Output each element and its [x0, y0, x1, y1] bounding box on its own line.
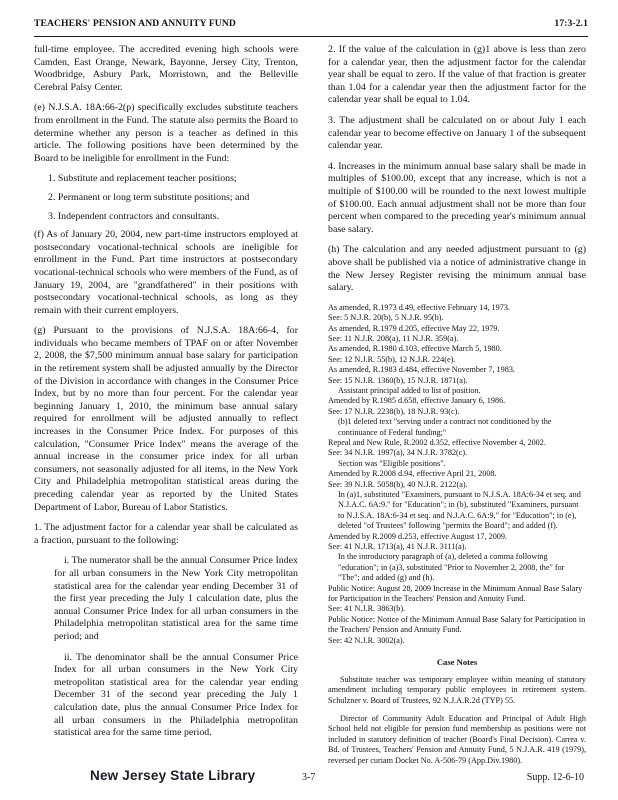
paragraph-g4: 4. Increases in the minimum annual base salary shall be made in multiples of $100.00, except that any increase, which is not a multiple of $100.00 will be rounded to the next lowest multiple of $100.00. Each annual adjustment shall not be more than four percent when compared to the preceding year's minimum annual base salary.	[328, 160, 586, 235]
history-note: Amended by R.2009 d.253, effective August 17, 2009.	[328, 531, 508, 541]
subparagraph-ii: ii. The denominator shall be the annual Consumer Price Index for all urban consumers in the New York City metropolitan statistical area for the calendar year ending December 31 of the second year preceding the July 1 calculation date, plus the annual Consumer Price Index for all urban consumers in the Philadelphia metropolitan statistical area for the same time period.	[54, 651, 298, 739]
header-title: TEACHERS' PENSION AND ANNUITY FUND	[34, 18, 236, 29]
right-column	[328, 44, 586, 774]
left-column	[34, 44, 298, 748]
history-note: Amended by R.1985 d.658, effective January 6, 1986.	[328, 396, 506, 406]
history-note: Assistant principal added to list of position.	[338, 385, 481, 395]
supplement-date: Supp. 12-6-10	[526, 772, 584, 783]
list-item-2: 2. Permanent or long term substitute positions; and	[48, 191, 250, 203]
case-note: Substitute teacher was temporary employee within meaning of statutory amendment including temporary public employees in retirement system. Schulzner v. Board of Trustees, 92 N.J.A.R.2d (TYP) 55.	[328, 674, 586, 705]
history-note: See: 11 N.J.R. 208(a), 11 N.J.R. 359(a).	[328, 333, 459, 343]
history-note: See: 42 N.J.R. 3002(a).	[328, 635, 405, 645]
case-notes-heading: Case Notes	[436, 657, 478, 668]
list-item-1: 1. Substitute and replacement teacher positions;	[48, 173, 237, 185]
history-note: As amended, R.1979 d.205, effective May 22, 1979.	[328, 323, 500, 333]
subparagraph-i: i. The numerator shall be the annual Consumer Price Index for all urban consumers in the New York City metropolitan statistical area for the calendar year ending December 31 of the first year preceding the July 1 calculation date, plus the annual Consumer Price Index for all urban consumers in the Philadelphia metropolitan statistical area for the same time period; and	[54, 555, 298, 642]
history-note: See: 5 N.J.R. 20(b), 5 N.J.R. 95(b).	[328, 313, 444, 323]
history-note: As amended, R.1980 d.103, effective March 5, 1980.	[328, 344, 502, 354]
list-item-3: 3. Independent contractors and consultants.	[48, 210, 220, 222]
history-notes	[328, 303, 586, 646]
history-note: In the introductory paragraph of (a), deleted a comma following "education"; in (a)3, substituted "Prior to November 2, 2008, the" for "The"; and added (g) and (h).	[338, 552, 565, 583]
history-note: Public Notice: August 28, 2009 Increase in the Minimum Annual Base Salary for Participation in the Teachers' Pension and Annuity Fund.	[328, 583, 583, 604]
paragraph-g2: 2. If the value of the calculation in (g)1 above is less than zero for a calendar year, then the adjustment factor for the calendar year shall be equal to zero. If the value of that fraction is greater than 1.04 for a calendar year then the adjustment factor for the calendar year shall be equal to 1.04.	[328, 44, 586, 106]
history-note: In (a)1, substituted "Examiners, pursuant to N.J.S.A. 18A:6-34 et seq. and N.J.A.C. 6A:9." for "Education"; in (b), substituted "Examiners, pursuant to N.J.S.A. 18A:6-34 et seq. and N.J.A.C. 6A:9," for "Education"; in (e), deleted "of Trustees" following "permits the Board"; and added (f).	[338, 490, 581, 531]
running-header	[34, 14, 588, 32]
history-note: (b)1 deleted text "serving under a contract not conditioned by the continuance of Federal funding;"	[338, 417, 552, 437]
page-number: 3-7	[302, 772, 316, 783]
paragraph-g3: 3. The adjustment shall be calculated on or about July 1 each calendar year to become effective on January 1 of the subsequent calendar year.	[328, 114, 586, 152]
history-note: As amended, R.1983 d.484, effective November 7, 1983.	[328, 365, 515, 375]
paragraph-g: (g) Pursuant to the provisions of N.J.S.A. 18A:66-4, for individuals who became members of TPAF on or after November 2, 2008, the $7,500 minimum annual base salary for participation in the retirement system shall be adjusted annually by the Director of the Division in accordance with changes in the Consumer Price Index, but by no more than four percent. For the calendar year beginning January 1, 2010, the minimum base annual salary required for enrollment will be adjusted annually to reflect increases in the Consumer Price Index. For purposes of this calculation, "Consumer Price Index" means the average of the annual increase in the consumer price index for all urban consumers, not seasonally adjusted for all items, in the New York City and Philadelphia metropolitan statistical areas during the preceding calendar year as reported by the United States Department of Labor, Bureau of Labor Statistics.	[34, 325, 298, 513]
case-note: Director of Community Adult Education and Principal of Adult High School held not eligible for pension fund membership as positions were not included in statutory definition of teacher (Board's Final Decision). Carrea v. Bd. of Trustees, Teachers' Pension and Annuity Fund, 5 N.J.A.R. 419 (1979), reversed per curiam Docket No. A-506-79 (App.Div.1980).	[328, 713, 586, 765]
paragraph-h: (h) The calculation and any needed adjustment pursuant to (g) above shall be published via a notice of administrative change in the New Jersey Register revising the minimum annual base salary.	[328, 244, 586, 294]
page-footer	[34, 766, 588, 788]
history-note: Section was "Eligible positions".	[338, 458, 446, 468]
history-note: See: 41 N.J.R. 1713(a), 41 N.J.R. 3111(a).	[328, 542, 467, 552]
history-note: As amended, R.1973 d.49, effective February 14, 1973.	[328, 302, 510, 312]
history-note: Public Notice: Notice of the Minimum Annual Base Salary for Participation in the Teachers' Pension and Annuity Fund.	[328, 614, 586, 635]
header-section-number: 17:3-2.1	[554, 18, 588, 29]
history-note: See: 39 N.J.R. 5058(b), 40 N.J.R. 2122(a).	[328, 479, 468, 489]
header-rule	[34, 36, 588, 37]
history-note: See: 17 N.J.R. 2238(b), 18 N.J.R. 93(c).	[328, 406, 460, 416]
history-note: See: 12 N.J.R. 55(b), 12 N.J.R. 224(e).	[328, 354, 456, 364]
paragraph-e: (e) N.J.S.A. 18A:66-2(p) specifically excludes substitute teachers from enrollment in the Fund. The statute also permits the Board to determine whether any person is a teacher as defined in this article. The following positions have been determined by the Board to be ineligible for enrollment in the Fund:	[34, 102, 298, 164]
paragraph-continued: full-time employee. The accredited evening high schools were Camden, East Orange, Newark, Bayonne, Jersey City, Trenton, Woodbridge, Asbury Park, Morristown, and the Belleville Cerebral Palsy Center.	[34, 44, 298, 93]
library-watermark: New Jersey State Library	[90, 768, 256, 783]
history-note: See: 34 N.J.R. 1997(a), 34 N.J.R. 3782(c).	[328, 448, 468, 458]
history-note: See: 15 N.J.R. 1360(b), 15 N.J.R. 1871(a).	[328, 375, 468, 385]
history-note: Amended by R.2008 d.94, effective April 21, 2008.	[328, 469, 497, 479]
paragraph-f: (f) As of January 20, 2004, new part-time instructors employed at postsecondary vocational-technical schools are ineligible for enrollment in the Fund. Part time instructors at postsecondary vocational-technical schools who were members of the Fund, as of January 19, 2004, are "grandfathered" in their positions with postsecondary vocational-technical schools, as long as they remain with their current employers.	[34, 229, 298, 316]
paragraph-g1: 1. The adjustment factor for a calendar year shall be calculated as a fraction, pursuant to the following:	[34, 522, 298, 546]
history-note: Repeal and New Rule, R.2002 d.352, effective November 4, 2002.	[328, 437, 546, 447]
history-note: See: 41 N.J.R. 3863(b).	[328, 604, 406, 614]
